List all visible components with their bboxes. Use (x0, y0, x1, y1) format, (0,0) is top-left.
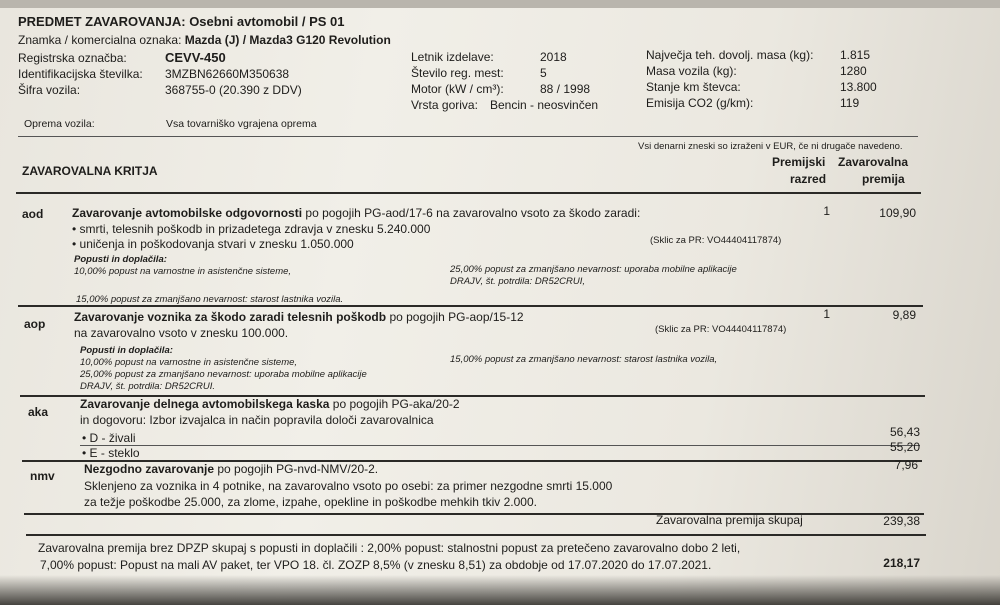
reg-value: CEVV-450 (165, 50, 226, 65)
aop-disc3: 25,00% popust za zmanjšano nevarnost: uporaba mobilne aplikacije (80, 369, 367, 380)
co2-value: 119 (840, 96, 860, 110)
aod-premium: 109,90 (879, 206, 916, 220)
brand-label: Znamka / komercialna oznaka: (18, 33, 182, 47)
aod-title: Zavarovanje avtomobilske odgovornosti (72, 206, 303, 220)
fuel-label: Vrsta goriva: (411, 98, 478, 112)
nmv-line2: za težje poškodbe 25.000, za zlome, izpahe, opekline in poškodbe mehkih tkiv 2.000. (84, 495, 537, 509)
aop-class: 1 (823, 307, 830, 321)
mass-value: 1280 (840, 64, 867, 78)
aop-premium: 9,89 (892, 308, 916, 322)
divider (26, 534, 926, 536)
total-label: Zavarovalna premija skupaj (656, 513, 803, 527)
co2-label: Emisija CO2 (g/km): (646, 96, 754, 110)
aod-disc-title: Popusti in doplačila: (74, 254, 167, 265)
aop-disc1: 10,00% popust na varnostne in asistenčne sisteme, (80, 357, 298, 368)
nmv-premium: 7,96 (894, 458, 918, 472)
code-label: Šifra vozila: (18, 83, 81, 97)
aod-disc2: 25,00% popust za zmanjšano nevarnost: uporaba mobilne aplikacije (450, 264, 737, 275)
aop-line1: na zavarovalno vsoto v znesku 100.000. (74, 326, 289, 340)
aod-title-row (72, 206, 640, 220)
engine-value: 88 / 1998 (540, 82, 591, 96)
subject-row (18, 14, 345, 29)
nmv-title: Nezgodno zavarovanje (84, 462, 215, 476)
km-value: 13.800 (840, 80, 877, 94)
final-value: 218,17 (883, 556, 920, 570)
subject-label: PREDMET ZAVAROVANJA: (18, 14, 186, 29)
aod-line2: • uničenja in poškodovanja stvari v znesku 1.050.000 (72, 237, 354, 251)
aod-disc2b: DRAJV, št. potrdila: DR52CRUI, (450, 276, 585, 287)
year-value: 2018 (540, 50, 567, 64)
aop-title: Zavarovanje voznika za škodo zaradi telesnih poškodb (74, 310, 387, 324)
aka-item-d-premium: 56,43 (889, 425, 920, 439)
nmv-line1: Sklenjeno za voznika in 4 potnike, na zavarovalno vsoto po osebi: za primer nezgodne smrti 15.000 (84, 479, 613, 493)
summary-line1: Zavarovalna premija brez DPZP skupaj s popusti in doplačili : 2,00% popust: stalnostni popust za pretečeno zavarovalno dobo 2 leti, (38, 541, 741, 555)
equip-value: Vsa tovarniško vgrajena oprema (166, 118, 317, 130)
aop-ref: (Sklic za PR: VO44404117874) (655, 324, 787, 335)
nmv-title-rest: po pogojih PG-nvd-NMV/20-2. (217, 462, 379, 476)
aod-disc1: 10,00% popust na varnostne in asistenčne sisteme, (74, 266, 292, 277)
nmv-title-row (84, 462, 378, 476)
currency-note: Vsi denarni zneski so izraženi v EUR, če ni drugače navedeno. (638, 141, 903, 152)
summary-line2: 7,00% popust: Popust na mali AV paket, ter VPO 18. čl. ZOZP 8,5% (v znesku 8,51) za obdobje od 17.07.2020 do 17.07.2021. (40, 558, 712, 572)
aka-title-row (80, 397, 460, 411)
maxmass-value: 1.815 (840, 48, 871, 62)
total-value: 239,38 (883, 514, 920, 528)
aka-item-e: • E - steklo (82, 446, 140, 460)
aop-disc-title: Popusti in doplačila: (80, 345, 173, 356)
aop-title-rest: po pogojih PG-aop/15-12 (389, 310, 524, 324)
divider (80, 445, 920, 446)
brand-row (18, 33, 391, 47)
col-class-1: Premijski (772, 155, 826, 169)
aop-code: aop (24, 317, 46, 331)
top-edge (0, 0, 1000, 8)
seats-value: 5 (540, 66, 547, 80)
divider (18, 136, 918, 137)
subject-value: Osebni avtomobil / PS 01 (189, 14, 345, 29)
aka-item-d: • D - živali (82, 431, 136, 445)
aod-class: 1 (823, 204, 830, 218)
table-title: ZAVAROVALNA KRITJA (22, 164, 158, 178)
aop-disc3b: DRAJV, št. potrdila: DR52CRUI. (80, 381, 215, 392)
aod-line1: • smrti, telesnih poškodb in prizadetega zdravja v znesku 5.240.000 (72, 222, 431, 236)
aod-ref: (Sklic za PR: VO44404117874) (650, 235, 782, 246)
col-premium-2: premija (862, 172, 905, 186)
year-label: Letnik izdelave: (411, 50, 494, 64)
mass-label: Masa vozila (kg): (646, 64, 737, 78)
col-class-2: razred (790, 172, 827, 186)
aop-disc2: 15,00% popust za zmanjšano nevarnost: starost lastnika vozila, (450, 354, 718, 365)
aod-disc3: 15,00% popust za zmanjšano nevarnost: starost lastnika vozila. (76, 294, 344, 305)
km-label: Stanje km števca: (646, 80, 741, 94)
aka-item-e-premium: 55,20 (889, 440, 920, 454)
reg-label: Registrska označba: (18, 51, 127, 65)
aop-title-row (74, 310, 524, 324)
seats-label: Število reg. mest: (411, 66, 504, 80)
aka-title-rest: po pogojih PG-aka/20-2 (332, 397, 460, 411)
brand-value: Mazda (J) / Mazda3 G120 Revolution (184, 33, 391, 47)
fuel-value: Bencin - neosvinčen (490, 98, 599, 112)
maxmass-label: Največja teh. dovolj. masa (kg): (646, 48, 814, 62)
divider (16, 192, 921, 194)
aka-line1: in dogovoru: Izbor izvajalca in način popravila določi zavarovalnica (80, 413, 434, 427)
page-shadow (0, 575, 1000, 605)
aod-code: aod (22, 207, 44, 221)
vin-label: Identifikacijska številka: (18, 67, 143, 81)
aka-title: Zavarovanje delnega avtomobilskega kaska (80, 397, 330, 411)
aka-code: aka (28, 405, 49, 419)
engine-label: Motor (kW / cm³): (411, 82, 504, 96)
equip-label: Oprema vozila: (24, 118, 95, 130)
col-premium-1: Zavarovalna (838, 155, 909, 169)
vin-value: 3MZBN62660M350638 (165, 67, 290, 81)
code-value: 368755-0 (20.390 z DDV) (165, 83, 302, 97)
nmv-code: nmv (30, 469, 55, 483)
aod-title-rest: po pogojih PG-aod/17-6 na zavarovalno vsoto za škodo zaradi: (305, 206, 641, 220)
